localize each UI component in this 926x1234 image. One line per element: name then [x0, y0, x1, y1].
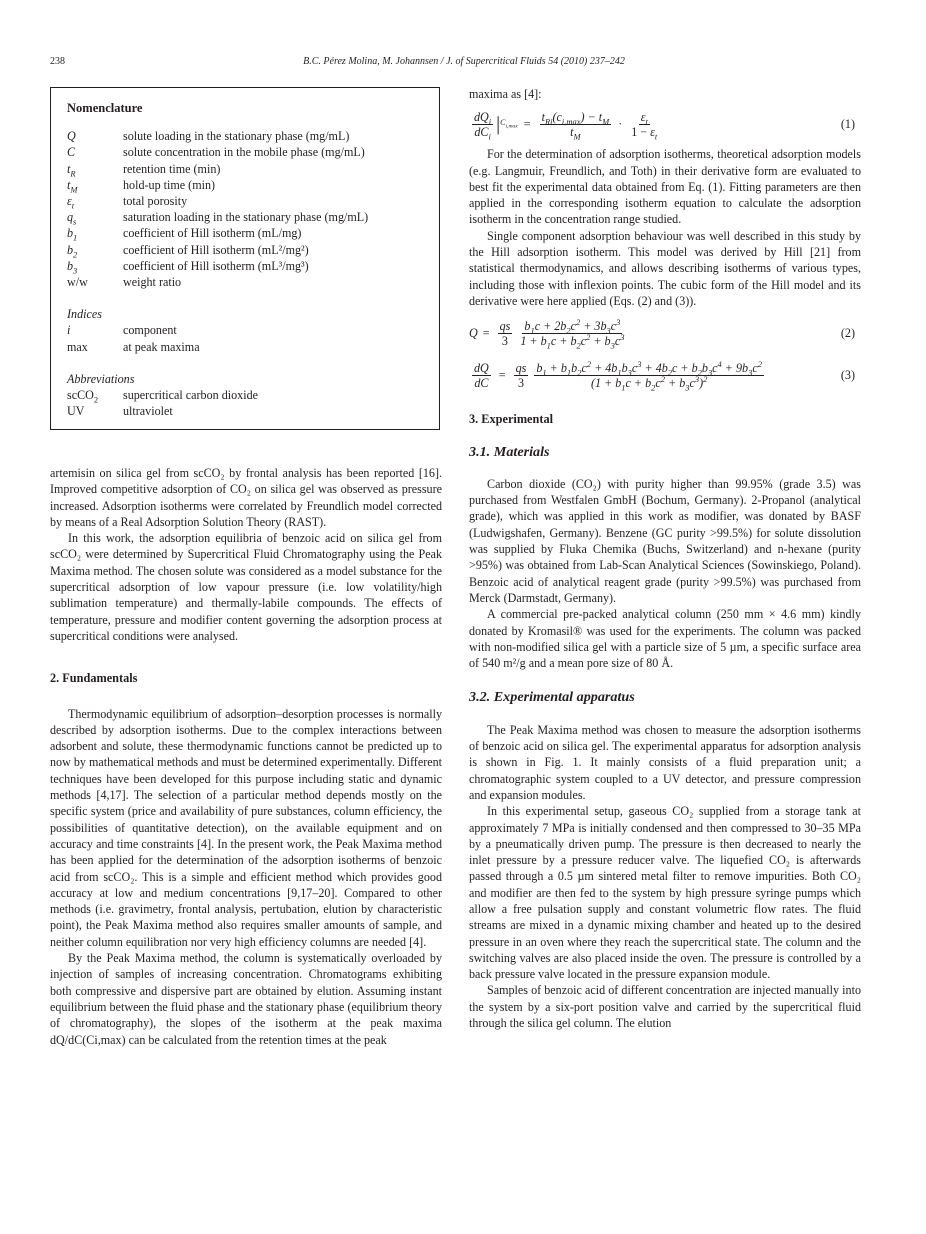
equation-2-number: (2)	[840, 326, 855, 341]
nomenclature-row: $b_1$ coefficient of Hill isotherm (mL/mg)	[67, 226, 302, 243]
page-number: 238	[50, 56, 65, 67]
paragraph-fundamentals-1: Thermodynamic equilibrium of adsorption–desorption processes is normally described by adsorption isotherms. Due to the complex interactions between adsorbent and solute, these thermodynamic functions cannot be predicted up to now by mathematical methods and must be determined experimentally. Different techniques have been developed for this purpose including static and dynamic methods [4,17]. The selection of a particular method depends mostly on the specific system (price and availability of pure substances, column efficiency, the possibilities of quantitative detection), on the available equipment and on accuracy and time constraints [4]. In the present work, the Peak Maxima method has been applied for the determination of the adsorption isotherms of benzoic acid from scCO₂. This is a simple and efficient method which provides good accuracy at low and medium concentrations [9,17–20]. Compared to other methods (i.e. gravimetry, frontal analysis, pertubation, elution by characteristic point), the Peak Maxima method also requires smaller amounts of sample, and neither column equilibration nor very high efficiency columns are needed [4].	[50, 706, 442, 949]
nomenclature-row: C solute concentration in the mobile phase (mg/mL)	[67, 145, 365, 160]
nomenclature-row: $b_3$ coefficient of Hill isotherm (mL³/mg³)	[67, 258, 309, 276]
paragraph-fundamentals-2: By the Peak Maxima method, the column is systematically overloaded by injection of samples of increasing concentration. Chromatograms exhibiting both compressive and dispersive part are obtained by elution. Assuming instant equilibrium between the fluid phase and the stationary phase (equilibrium theory of chromatography), the slopes of the isotherm at the peak maxima dQ/dC(Ci,max) can be calculated from the retention times at the peak	[50, 951, 442, 1047]
nomenclature-row: Q solute loading in the stationary phase (mg/mL)	[67, 129, 350, 144]
indices-row: max at peak maxima	[67, 339, 200, 354]
nomenclature-box	[50, 87, 440, 430]
maxima-line: maxima as [4]:	[469, 87, 542, 101]
paragraph-setup: In this experimental setup, gaseous CO₂ supplied from a storage tank at approximately 7 MPa is initially condensed and then compressed to 30–35 MPa by a pneumatically driven pump. The pressure is then decreased to nearly the inlet pressure by a pressure reducer valve. The liquefied CO₂ is afterwards passed through a 0.5 µm sintered metal filter to remove impurities. Both CO₂ and modifier are then fed to the system by high pressure syringe pumps which allow a free pulsation supply and constant volumetric flow rates. The fluid streams are mixed in a dynamic mixing chamber and heated up to the desired pressure in an oven where they reach the supercritical state. The column and the switching valves are also placed inside the oven. The pressure is controlled by a back pressure valve located in the pressure expansion module.	[469, 804, 861, 982]
subsection-3-2-heading: 3.2. Experimental apparatus	[469, 689, 635, 706]
paragraph-intro-continued: artemisin on silica gel from scCO₂ by frontal analysis has been reported [16]. Improved competitive adsorption of CO₂ on silica gel was observed as pressure increased. Adsorption isotherms were correlated by Freundlich model corrected by means of a Real Adsorption Solution Theory (RAST).	[50, 466, 442, 529]
paragraph-materials: Carbon dioxide (CO₂) with purity higher than 99.95% (grade 3.5) was purchased from Westfalen GmbH (Bochum, Germany). 2-Propanol (analytical grade), which was applied in this work as modifier, was donated by BASF (Ludwigshafen, Germany). Benzene (GC purity >99.5%) for solute dissolution was supplied by Fluka Chemika (Buchs, Switzerland) and n-hexane (purity >95%) was obtained from Lab-Scan Analytical Sciences (Sowinskiego, Poland). Benzoic acid of analytical reagent grade (purity >99.5%) was purchased from Merck (Darmstadt, Germany).	[469, 476, 861, 605]
nomenclature-row: $b_2$ coefficient of Hill isotherm (mL²/mg²)	[67, 242, 309, 260]
abbreviations-title: Abbreviations	[67, 371, 135, 386]
subsection-3-1-heading: 3.1. Materials	[469, 443, 550, 460]
abbreviations-row: UV ultraviolet	[67, 404, 173, 419]
nomenclature-row: $q_s$ saturation loading in the stationary phase (mg/mL)	[67, 210, 369, 227]
nomenclature-row: w/w weight ratio	[67, 275, 182, 290]
paragraph-this-work: In this work, the adsorption equilibria of benzoic acid on silica gel from scCO₂ were determined by Supercritical Fluid Chromatography using the Peak Maxima method. The chosen solute was considered as a model substance for the supercritical adsorption of low vapour pressure (i.e. low volatility/high sublimation temperature) and thermally-labile compounds. The effects of temperature, pressure and modifier content governing the adsorption process at supercritical conditions were analysed.	[50, 531, 442, 643]
paragraph-hill: Single component adsorption behaviour was well described in this study by the Hill adsorption isotherm. This model was derived by Hill [21] from statistical thermodynamics, and allows describing isotherms of various types, including those with inflexion points. The cubic form of the Hill model and its derivative were here applied (Eqs. (2) and (3)).	[469, 228, 861, 308]
nomenclature-row: $t_R$ retention time (min)	[67, 161, 221, 179]
paragraph-apparatus: The Peak Maxima method was chosen to measure the adsorption isotherms of benzoic acid on silica gel. The experimental apparatus for adsorption analysis is shown in Fig. 1. It mainly consists of a fluid preparation unit; a chromatographic system coupled to a UV detector, and pressure compression and expansion modules.	[469, 722, 861, 802]
paragraph-models: For the determination of adsorption isotherms, theoretical adsorption models (e.g. Langmuir, Freundlich, and Toth) in their derivative form are evaluated to best fit the experimental data obtained from Eq. (1). Fitting parameters are then applied in the corresponding isotherm equation to calculate the adsorption isotherm in the concentration range studied.	[469, 147, 861, 227]
left-column	[50, 465, 442, 1048]
section-2-heading: 2. Fundamentals	[50, 671, 138, 686]
equation-1: $\frac{dQ_i}{dC_i}$ | $C_{i,max}$ = $\frac{t_{Ri}(c_{i,max}) - t_M}{t_M}$ · $\frac{\varepsilon_t}{1 - \varepsilon_t}$ (1)	[474, 109, 855, 142]
abbreviations-row: scCO$_2$ supercritical carbon dioxide	[67, 388, 258, 405]
equation-1-number: (1)	[840, 117, 855, 132]
indices-title: Indices	[67, 307, 102, 322]
equation-3-number: (3)	[840, 368, 855, 383]
nomenclature-row: $\varepsilon_t$ total porosity	[67, 194, 188, 211]
nomenclature-title: Nomenclature	[67, 101, 143, 115]
right-column	[469, 86, 861, 1031]
equation-3: $\frac{dQ}{dC}$ = $\frac{qs}{3}$ $\frac{b_1 + b_1b_2c^2 + 4b_1b_3c^3 + 4b_2c + b_2b_3c^4 + 9b_3c^2}{(1 + b_1c + b_2c^2 + b_3c^3)^2}$ (3)	[474, 358, 855, 393]
paragraph-samples: Samples of benzoic acid of different concentration are injected manually into the system by a six-port position valve and carried by the supercritical fluid through the silica gel column. The elution	[469, 983, 861, 1031]
running-head: B.C. Pérez Molina, M. Johannsen / J. of Supercritical Fluids 54 (2010) 237–242	[303, 56, 625, 67]
paragraph-column: A commercial pre-packed analytical column (250 mm × 4.6 mm) kindly donated by Kromasil® was used for the experiments. The column was packed with non-modified silica gel with a particle size of 5 µm, a specific surface area of 540 m²/g and a mean pore size of 80 Å.	[469, 607, 861, 671]
equation-2: Q = $\frac{qs}{3}$ $\frac{b_1c + 2b_2c^2 + 3b_3c^3}{1 + b_1c + b_2c^2 + b_3c^3}$ (2)	[469, 316, 855, 351]
nomenclature-row: $t_M$ hold-up time (min)	[67, 177, 216, 195]
indices-row: i component	[67, 323, 177, 338]
section-3-heading: 3. Experimental	[469, 412, 554, 427]
